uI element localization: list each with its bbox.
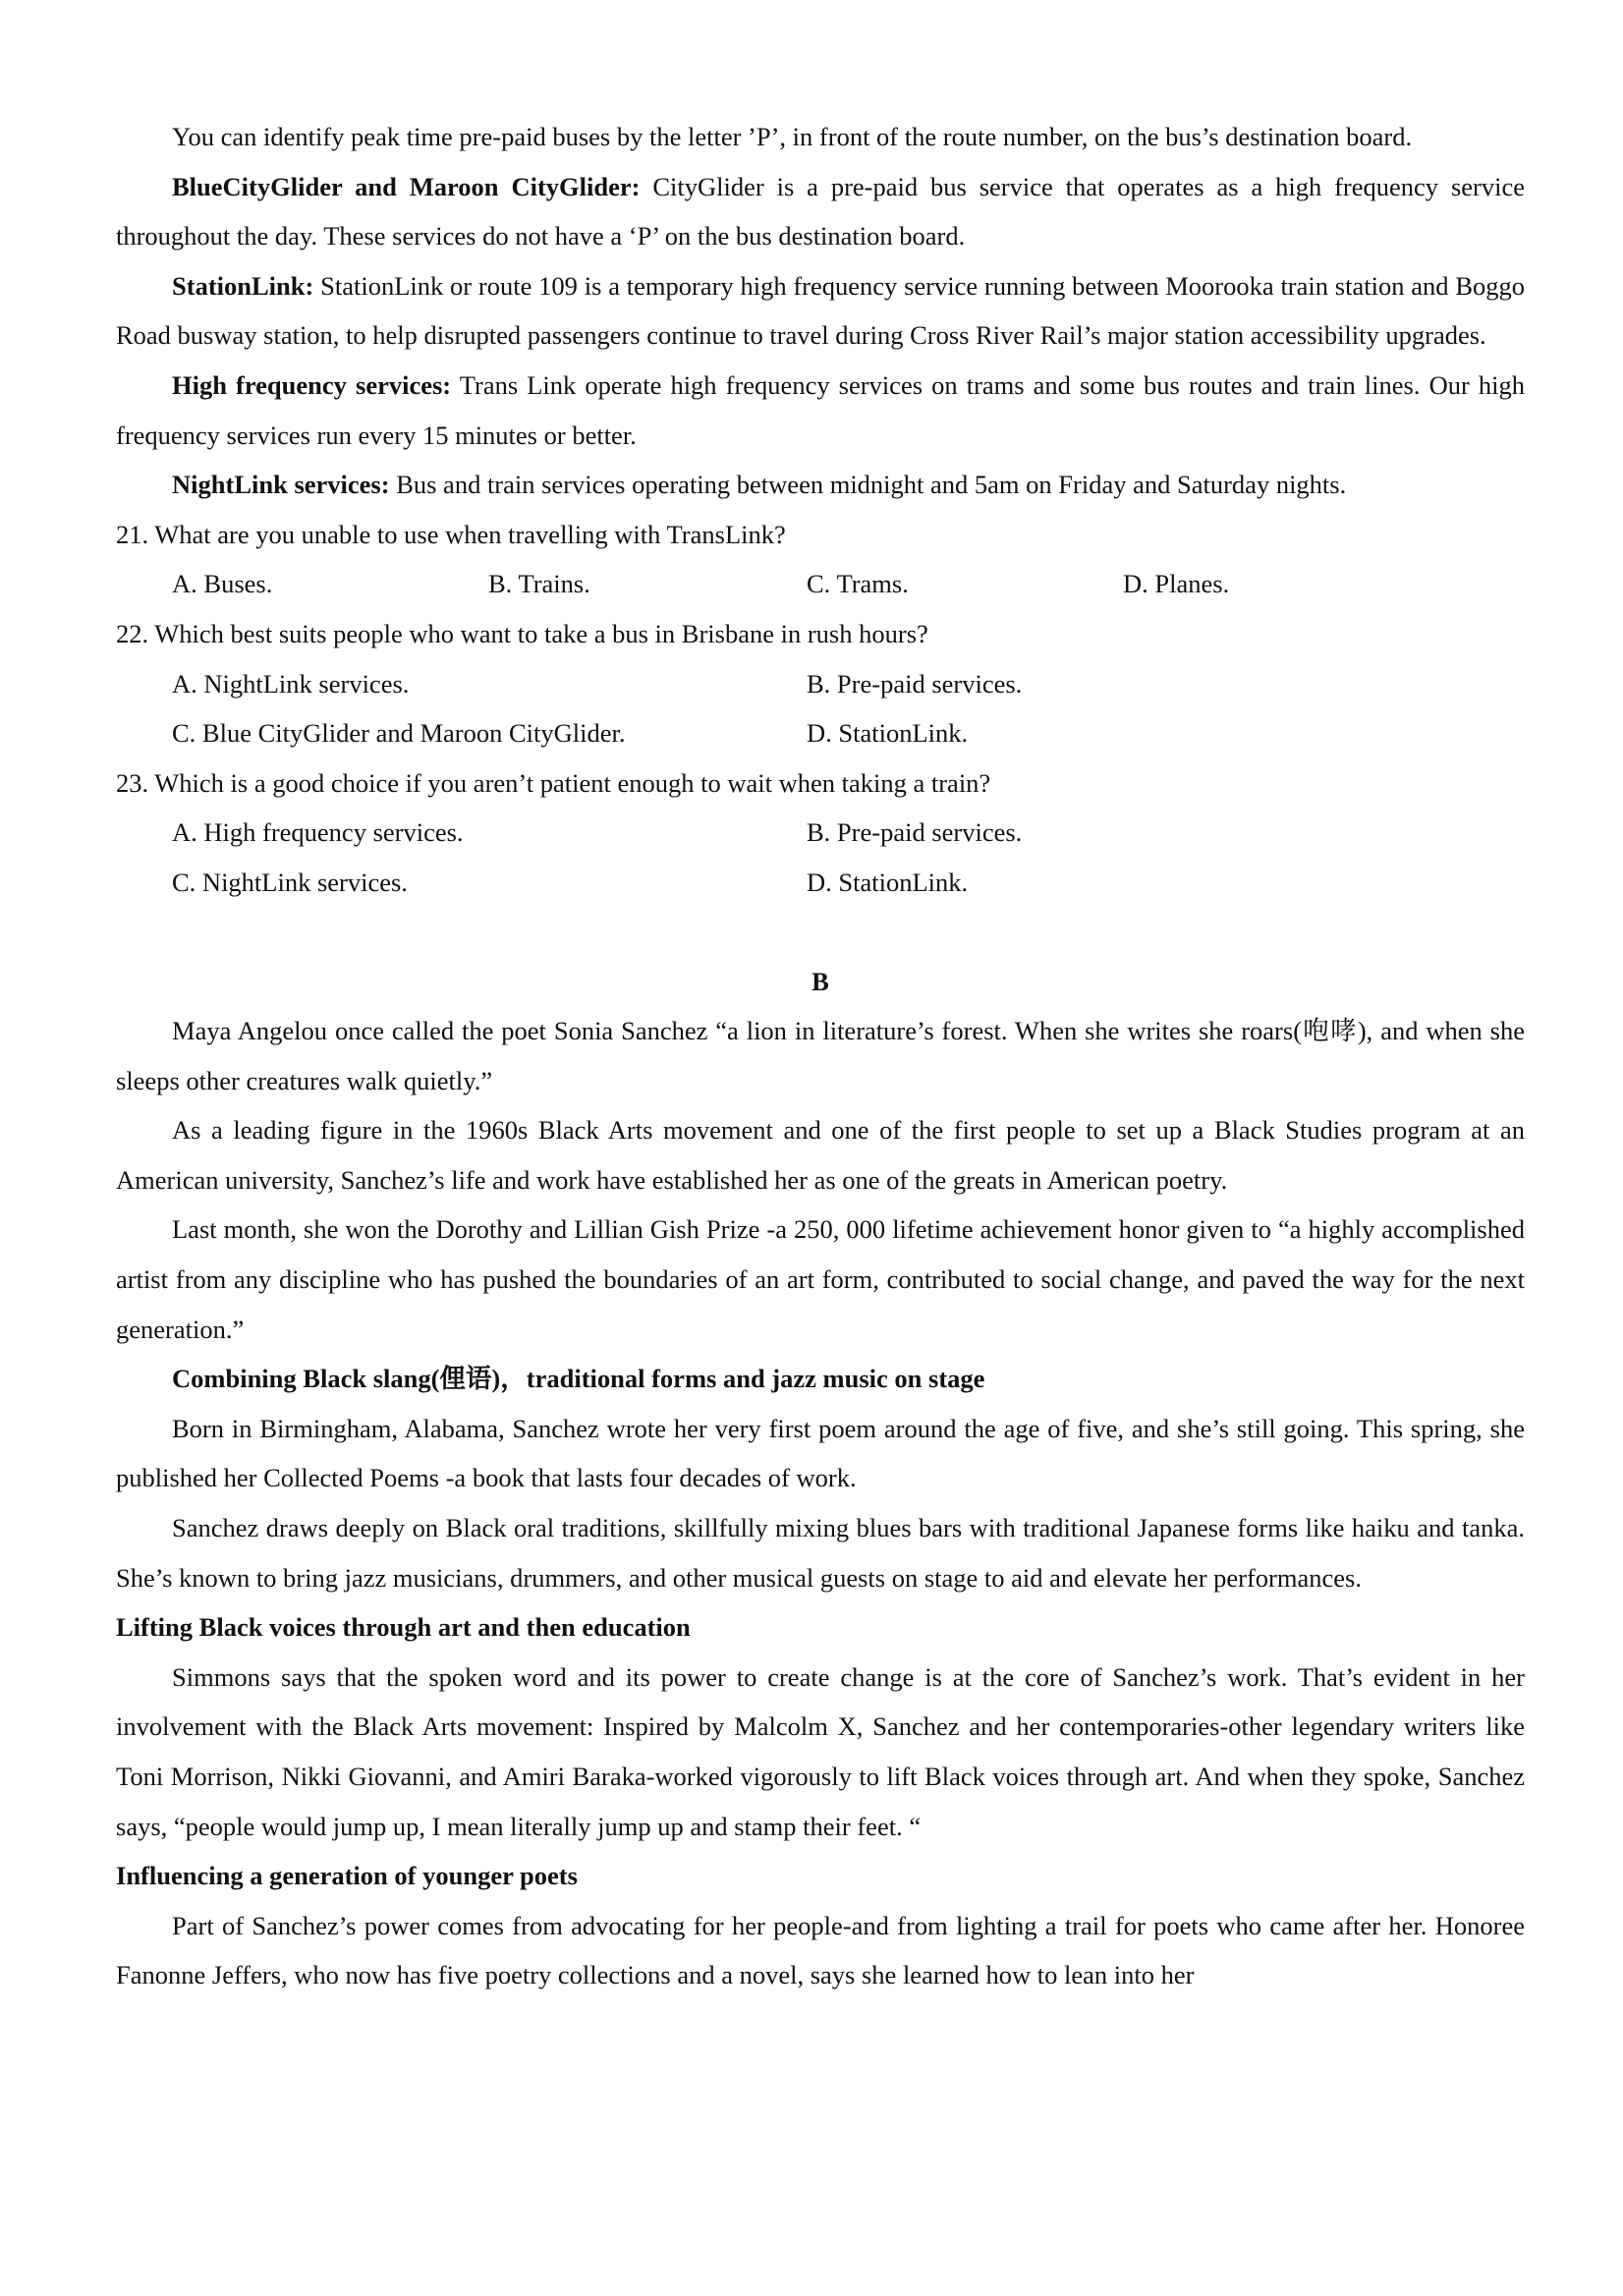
question-21-option-b: B. Trains. (488, 569, 590, 599)
question-22-option-b: B. Pre-paid services. (807, 668, 1023, 699)
text-high-frequency: Trans Link operate high frequency services on trams and some bus routes and train lines. Our high frequency services run every 15 minutes or better. (116, 369, 1525, 450)
paragraph-stationlink (116, 261, 1525, 361)
term-nightlink: NightLink services: (172, 470, 390, 500)
paragraph-simmons: Simmons says that the spoken word and its power to create change is at the core of Sanchez’s work. That’s evident in her involvement with the Black Arts movement: Inspired by Malcolm X, Sanchez and her contemporaries-other legendary writers like Toni Morrison, Nikki Giovanni, and Amiri Baraka-worked vigorously to lift Black voices through art. And when they spoke, Sanchez says, “people would jump up, I mean literally jump up and stamp their feet. “ (116, 1661, 1525, 1841)
text-nightlink: Bus and train services operating between midnight and 5am on Friday and Saturday nights. (389, 470, 1347, 500)
section-b-title: B (812, 966, 829, 996)
question-21-option-d: D. Planes. (1123, 569, 1230, 599)
question-23-option-c: C. NightLink services. (172, 867, 408, 897)
text-cityglider: CityGlider is a pre-paid bus service that operates as a high frequency service throughout the day. These services do not have a ‘P’ on the bus destination board. (116, 171, 1525, 252)
question-23-stem: 23. Which is a good choice if you aren’t patient enough to wait when taking a train? (116, 767, 991, 798)
text-stationlink: StationLink or route 109 is a temporary high frequency service running between Moorooka train station and Boggo Road busway station, to help disrupted passengers continue to travel during Cross River Rail’s major station accessibility upgrades. (116, 270, 1525, 351)
paragraph-angelou-quote: Maya Angelou once called the poet Sonia Sanchez “a lion in literature’s forest. When she writes she roars(咆哮), and when she sleeps other creatures walk quietly.” (116, 1016, 1525, 1095)
question-22-stem: 22. Which best suits people who want to take a bus in Brisbane in rush hours? (116, 618, 928, 648)
paragraph-birmingham: Born in Birmingham, Alabama, Sanchez wrote her very first poem around the age of five, and she’s still going. This spring, she published her Collected Poems -a book that lasts four decades of work. (116, 1413, 1525, 1493)
question-21-stem: 21. What are you unable to use when travelling with TransLink? (116, 519, 786, 549)
subheading-combining: Combining Black slang(俚语)，traditional forms and jazz music on stage (172, 1364, 985, 1394)
paragraph-cityglider (116, 162, 1525, 261)
question-21-options (116, 559, 1525, 609)
question-23-options (116, 808, 1525, 907)
question-22-option-c: C. Blue CityGlider and Maroon CityGlider. (172, 718, 626, 749)
term-cityglider: BlueCityGlider and Maroon CityGlider: (172, 171, 641, 201)
term-stationlink: StationLink: (172, 270, 314, 301)
paragraph-high-frequency (116, 361, 1525, 460)
question-23-option-d: D. StationLink. (807, 867, 969, 897)
paragraph-nightlink (116, 460, 1525, 510)
question-22-option-d: D. StationLink. (807, 718, 969, 749)
question-21-option-c: C. Trams. (807, 569, 909, 599)
question-22-option-a: A. NightLink services. (172, 668, 410, 699)
question-23-option-b: B. Pre-paid services. (807, 817, 1023, 848)
question-22-options (116, 659, 1525, 758)
term-high-frequency: High frequency services: (172, 369, 452, 400)
subheading-lifting-voices: Lifting Black voices through art and then education (116, 1612, 691, 1643)
paragraph-oral-traditions: Sanchez draws deeply on Black oral traditions, skillfully mixing blues bars with traditional Japanese forms like haiku and tanka. She’s known to bring jazz musicians, drummers, and other musical guests on stage to aid and elevate her performances. (116, 1513, 1525, 1593)
paragraph-black-arts: As a leading figure in the 1960s Black Arts movement and one of the first people to set up a Black Studies program at an American university, Sanchez’s life and work have established her as one of the greats in American poetry. (116, 1115, 1525, 1195)
question-21-option-a: A. Buses. (172, 569, 273, 599)
paragraph-peak-time: You can identify peak time pre-paid buses by the letter ’P’, in front of the route number, on the bus’s destination board. (172, 122, 1413, 151)
subheading-influencing: Influencing a generation of younger poets (116, 1861, 578, 1891)
paragraph-younger-poets: Part of Sanchez’s power comes from advocating for her people-and from lighting a trail for poets who came after her. Honoree Fanonne Jeffers, who now has five poetry collections and a novel, says she learned how to lean into her (116, 1910, 1525, 1990)
question-23-option-a: A. High frequency services. (172, 817, 464, 848)
paragraph-gish-prize: Last month, she won the Dorothy and Lillian Gish Prize -a 250, 000 lifetime achievement honor given to “a highly accomplished artist from any discipline who has pushed the boundaries of an art form, contributed to social change, and paved the way for the next generation.” (116, 1214, 1525, 1344)
